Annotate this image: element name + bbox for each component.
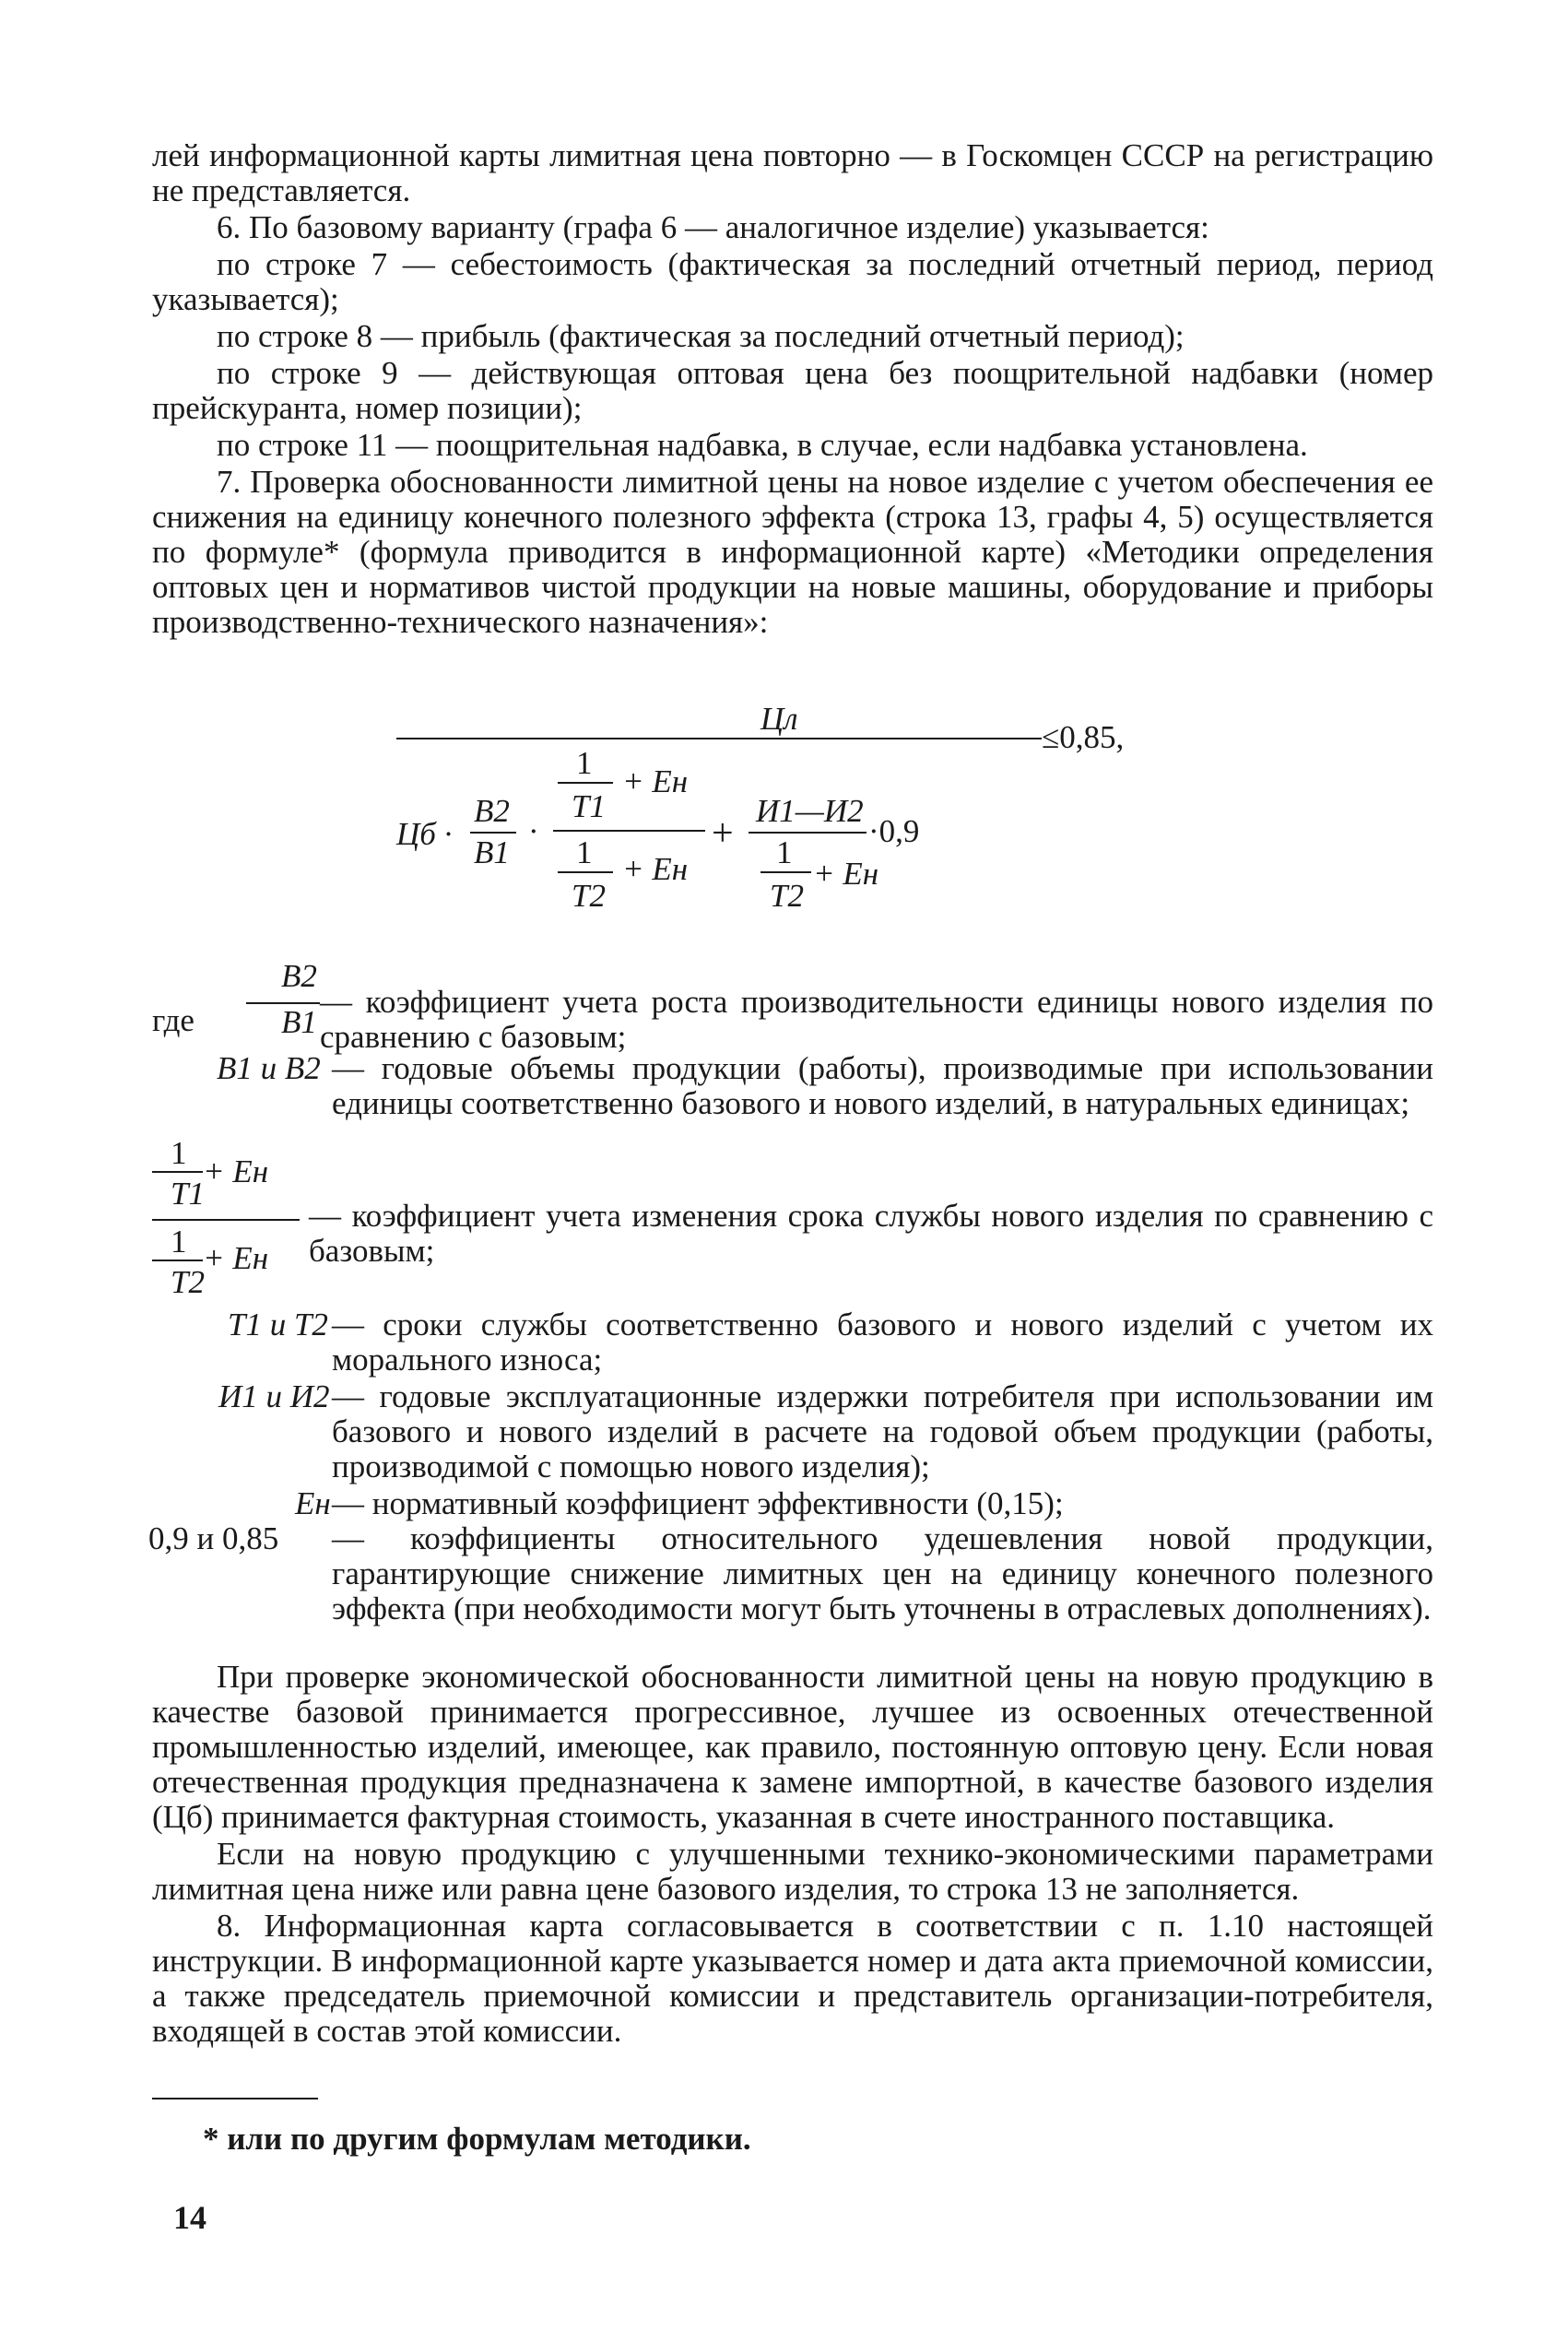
paragraph-item-6: 6. По базовому варианту (графа 6 — аналогичное изделие) указывается:	[217, 209, 1209, 245]
formula-t1-bar	[558, 782, 613, 784]
formula-t1: Т1	[572, 788, 606, 824]
legend-en-desc: — нормативный коэффициент эффективности (0,15);	[332, 1485, 1064, 1521]
legend-where: где	[152, 1002, 195, 1038]
formula-one-i: 1	[776, 834, 793, 870]
formula-i1-i2: И1—И2	[756, 793, 864, 829]
legend-plus-en-top: + Ен	[203, 1153, 269, 1189]
legend-t-ratio-desc: — коэффициент учета изменения срока службы нового изделия по сравнению с базовым;	[309, 1198, 1433, 1269]
footnote: * или по другим формулам методики.	[203, 2121, 751, 2157]
paragraph-row-11: по строке 11 — поощрительная надбавка, в случае, если надбавка установлена.	[217, 427, 1308, 463]
legend-t-label: Т1 и Т2	[228, 1307, 328, 1342]
formula-one-bottom: 1	[576, 834, 593, 870]
limit-price-formula	[396, 701, 1217, 940]
formula-b1: В1	[474, 834, 510, 870]
formula-t2-bar	[558, 871, 613, 873]
formula-b2: В2	[474, 793, 510, 829]
formula-main-fraction-bar	[396, 738, 1042, 739]
legend-plus-en-bottom: + Ен	[203, 1240, 269, 1276]
page-number: 14	[173, 2199, 206, 2236]
legend-k-desc: — коэффициенты относительного удешевления новой продукции, гарантирующие снижение лимитных цен на единицу конечного полезного эффекта (при необходимости могут быть уточнены в отраслевых дополнениях).	[332, 1520, 1433, 1626]
paragraph-item-8: 8. Информационная карта согласовывается в соответствии с п. 1.10 настоящей инструкции. В информационной карте указывается номер и дата акта приемочной комиссии, а также председатель приемочной комиссии и представитель организации-потребителя, входящей в состав этой комиссии.	[152, 1908, 1433, 2049]
legend-t2-bar	[152, 1260, 203, 1261]
legend-en-label: Ен	[295, 1485, 331, 1521]
legend-i-label: И1 и И2	[218, 1378, 330, 1414]
paragraph-continuation: лей информационной карты лимитная цена повторно — в Госкомцен СССР на регистрацию не представляется.	[152, 137, 1433, 208]
formula-t-fraction-bar	[553, 830, 705, 832]
page-body-lower	[152, 1660, 1433, 2051]
legend-i-desc: — годовые эксплуатационные издержки потребителя при использовании им базового и нового изделий в расчете на годовой объем продукции (работы, производимой с помощью нового изделия);	[332, 1378, 1433, 1484]
formula-times-09: ·0,9	[868, 813, 920, 849]
formula-plus: +	[712, 812, 734, 855]
legend-t-fraction-bar	[152, 1219, 300, 1221]
legend-b-desc: — годовые объемы продукции (работы), производимые при использовании единицы соответственно базового и нового изделий, в натуральных единицах;	[332, 1050, 1433, 1121]
legend-t-one-bottom: 1	[171, 1224, 187, 1260]
paragraph-base-product: При проверке экономической обоснованности лимитной цены на новую продукцию в качестве базовой принимается прогрессивное, лучшее из освоенных отечественной промышленностью изделий, имеющее, как правило, постоянную оптовую цену. Если новая отечественная продукция предназначена к замене импортной, в качестве базового изделия (Цб) принимается фактурная стоимость, указанная в счете иностранного поставщика.	[152, 1659, 1433, 1835]
formula-t2: Т2	[572, 878, 606, 914]
legend-t-one-top: 1	[171, 1135, 187, 1171]
paragraph-row-7: по строке 7 — себестоимость (фактическая за последний отчетный период, период указывается);	[152, 246, 1433, 317]
formula-dot: ·	[528, 813, 539, 849]
formula-plus-en-bottom: + Ен	[622, 851, 689, 887]
legend-b1: В1	[281, 1004, 317, 1040]
legend-t-desc: — сроки службы соответственно базового и нового изделий с учетом их морального износа;	[332, 1307, 1433, 1378]
formula-base-price: Цб ·	[396, 816, 453, 852]
formula-i-fraction-bar	[749, 832, 867, 834]
formula-t2-bar-i	[760, 871, 811, 873]
legend-t2: Т2	[171, 1264, 205, 1300]
formula-t2-i: Т2	[770, 878, 804, 914]
formula-plus-en-i: + Ен	[813, 856, 879, 892]
formula-rhs: ≤0,85,	[1042, 719, 1125, 755]
formula-numerator: Цл	[760, 701, 798, 737]
page-body	[152, 138, 1433, 642]
legend-b-label: В1 и В2	[217, 1050, 321, 1086]
legend-k-label: 0,9 и 0,85	[148, 1520, 279, 1556]
formula-b-fraction-bar	[470, 832, 516, 834]
paragraph-item-7: 7. Проверка обоснованности лимитной цены на новое изделие с учетом обеспечения ее снижения на единицу конечного полезного эффекта (строка 13, графы 4, 5) осуществляется по формуле* (формула приводится в информационной карте) «Методики определения оптовых цен и нормативов чистой продукции на новые машины, оборудование и приборы производственно-технического назначения»:	[152, 464, 1433, 640]
legend-b-ratio-desc: — коэффициент учета роста производительности единицы нового изделия по сравнению с базовым;	[320, 984, 1433, 1055]
paragraph-row-8: по строке 8 — прибыль (фактическая за последний отчетный период);	[217, 318, 1185, 354]
legend-t1: Т1	[171, 1176, 205, 1212]
formula-plus-en-top: + Ен	[622, 763, 689, 799]
paragraph-row-9: по строке 9 — действующая оптовая цена без поощрительной надбавки (номер прейскуранта, номер позиции);	[152, 355, 1433, 426]
legend-b2: В2	[281, 958, 317, 994]
legend-t1-bar	[152, 1171, 203, 1173]
paragraph-row-13: Если на новую продукцию с улучшенными технико-экономическими параметрами лимитная цена ниже или равна цене базового изделия, то строка 13 не заполняется.	[152, 1836, 1433, 1907]
formula-one-top: 1	[576, 745, 593, 781]
footnote-separator	[152, 2098, 318, 2099]
